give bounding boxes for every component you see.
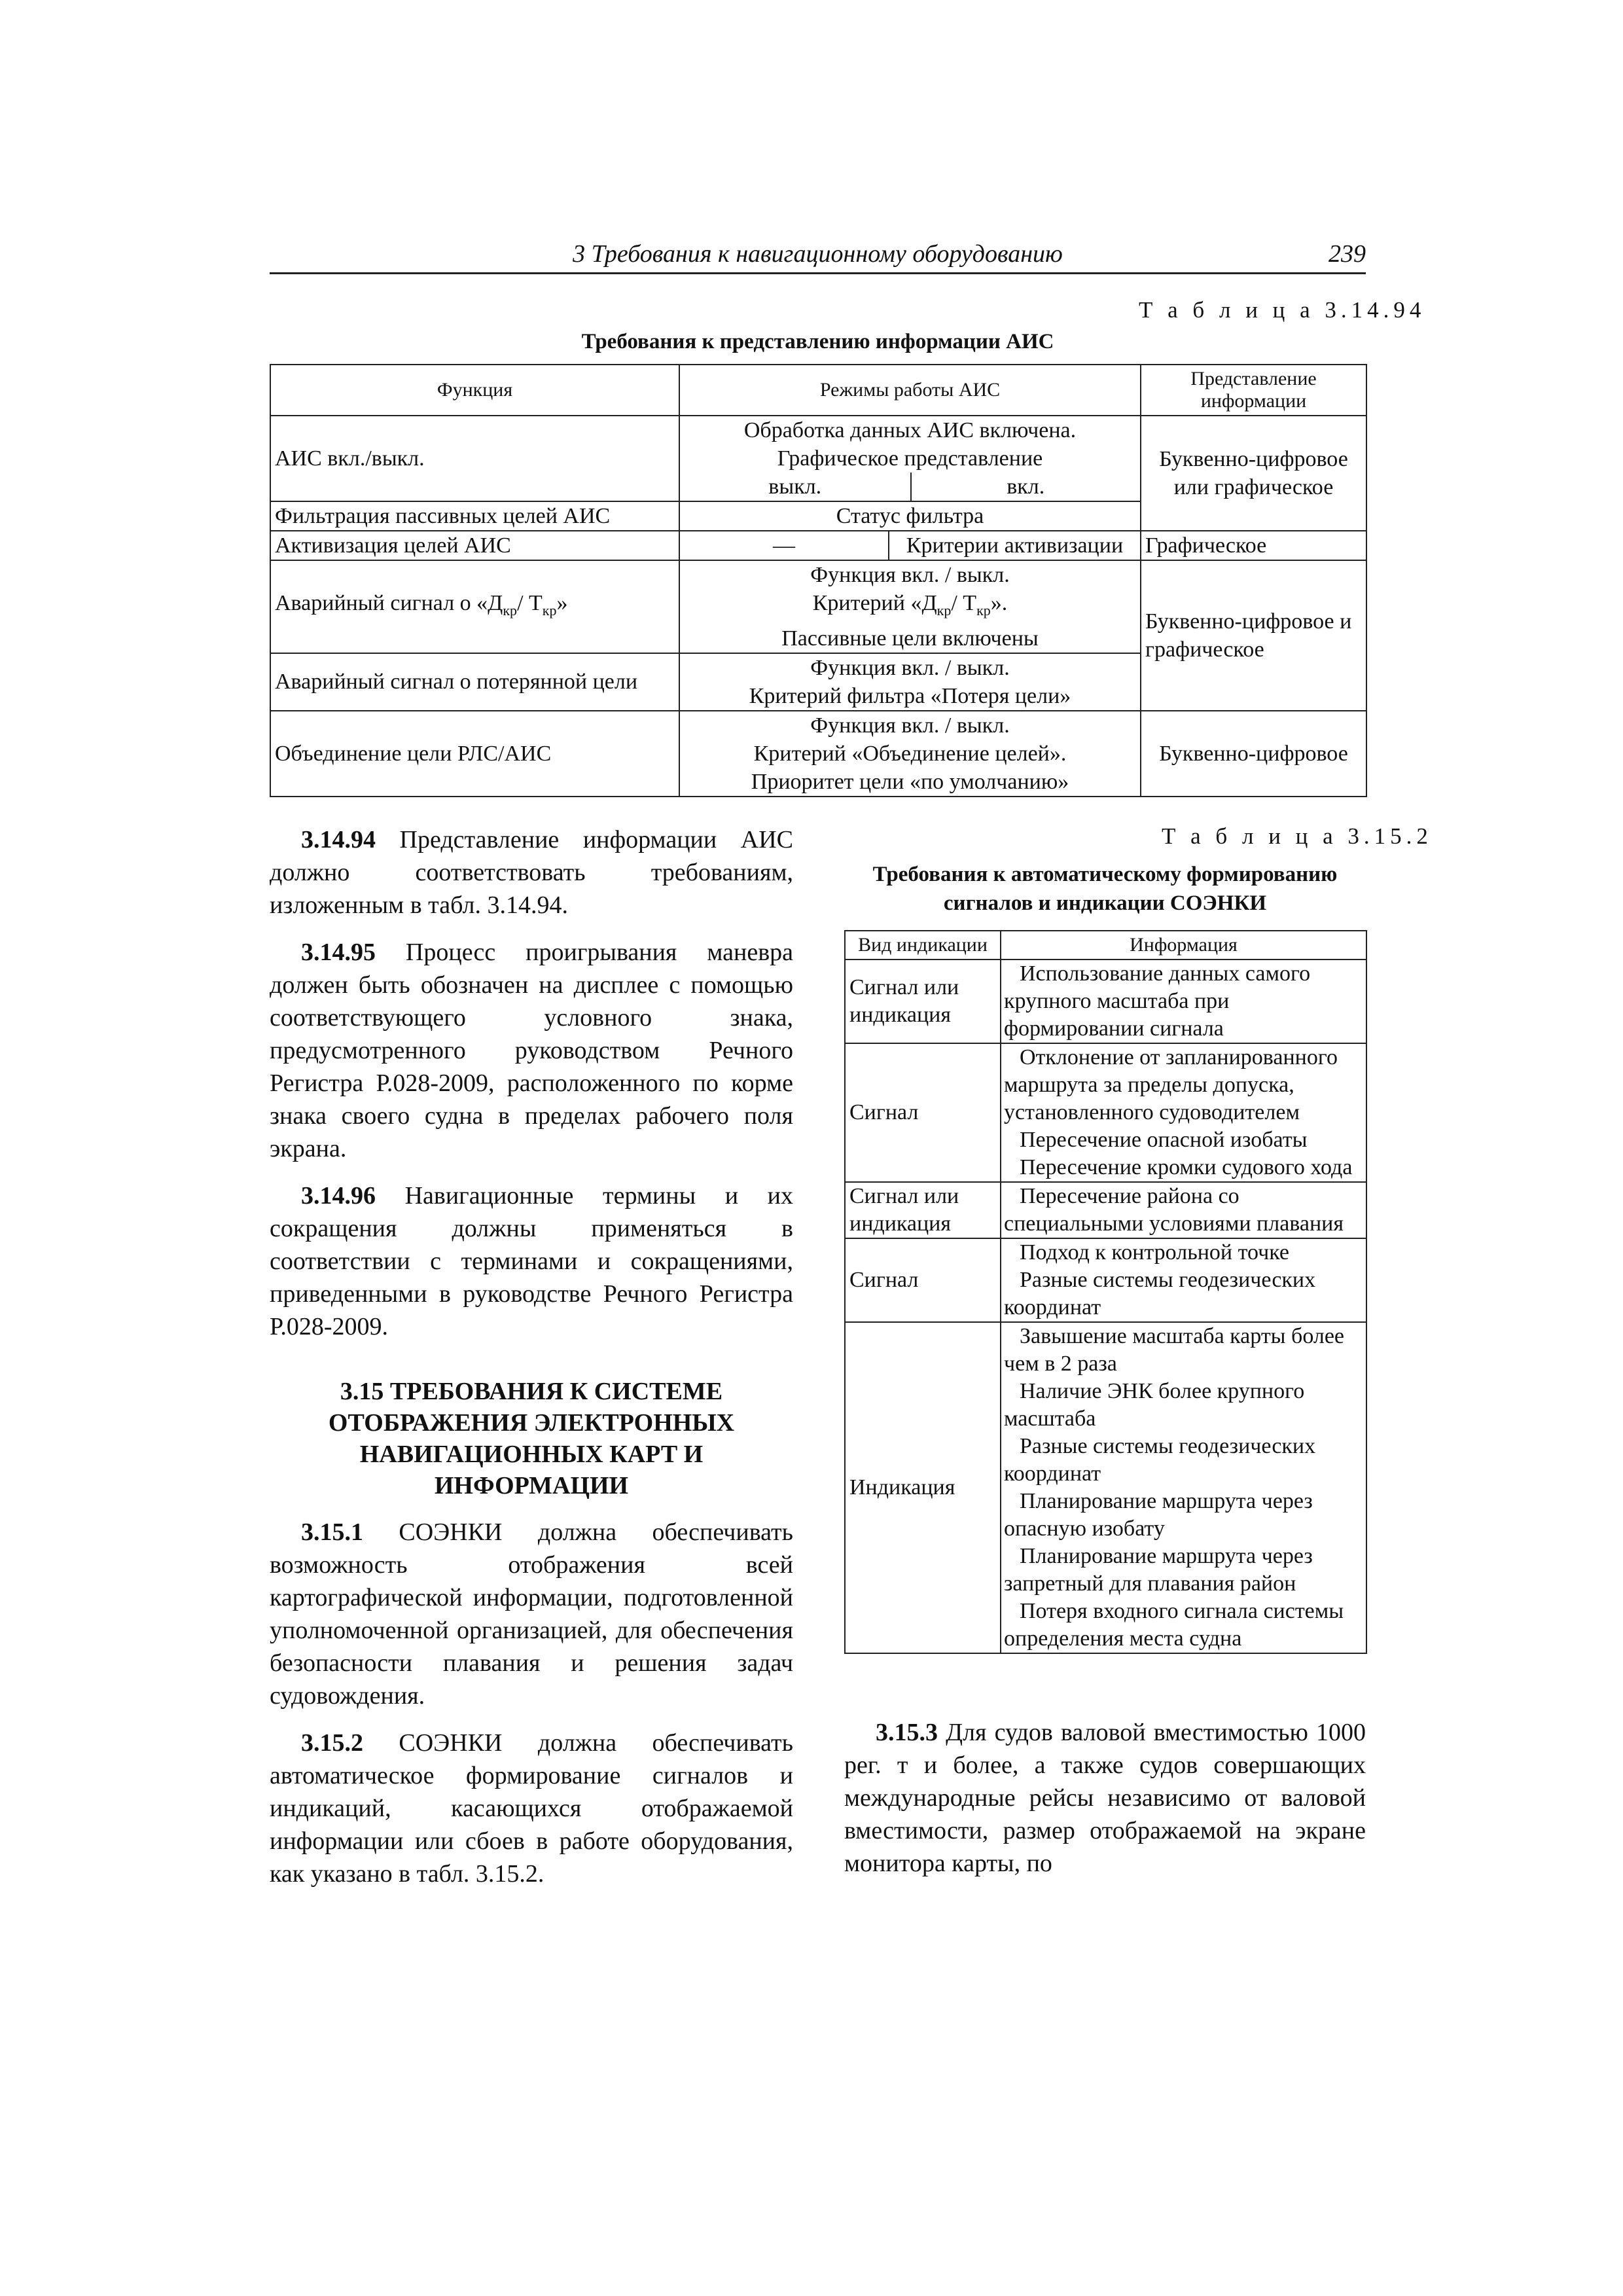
table1-r1-onoff: [680, 473, 1140, 501]
table1-r4-representation: Буквенно-цифровое и графическое: [1141, 560, 1366, 711]
table2-info-item: Пересечение кромки судового хода: [1020, 1155, 1353, 1179]
table2-info-item: Разные системы геодезических координат: [1004, 1434, 1316, 1486]
table2-kind: Сигнал: [845, 1043, 1001, 1182]
table2-info-item: Планирование маршрута через опасную изобату: [1004, 1489, 1313, 1541]
table1-r3-mode-a: —: [679, 531, 889, 560]
paragraph-text: СОЭНКИ должна обеспечивать возможность отображения всей картографической информации, подготовленной уполномоченной организацией, для обеспечения безопасности плавания и решения задач судовождения.: [270, 1518, 793, 1710]
table2-info-item: Использование данных самого крупного масштаба при формировании сигнала: [1004, 961, 1311, 1041]
table-row: [845, 1238, 1366, 1322]
table-row: [845, 1043, 1366, 1182]
table1-r4-crit-end: ».: [990, 591, 1008, 615]
table2-info-item: Завышение масштаба карты более чем в 2 раза: [1004, 1324, 1345, 1376]
table-row: [845, 1182, 1366, 1238]
table1-r1-mode-line2: Графическое представление: [777, 446, 1043, 471]
table1-header-function: Функция: [270, 365, 679, 416]
paragraph-text: Процесс проигрывания маневра должен быть обозначен на дисплее с помощью соответствующего условного знака, предусмотренного руководством Речного Регистра Р.028-2009, расположенного по корме знака своего судна в пределах рабочего поля экрана.: [270, 939, 793, 1162]
table1-r4-mode-line3: Пассивные цели включены: [781, 626, 1039, 651]
table1-header-representation: Представление информации: [1141, 365, 1366, 416]
table-row: [270, 711, 1366, 797]
table1-r4-func-mid: / Т: [517, 591, 543, 615]
table2: [844, 930, 1367, 1654]
table2-info: [1001, 960, 1366, 1043]
running-header: [270, 238, 1366, 274]
table2-info-item: Пересечение опасной изобаты: [1020, 1128, 1308, 1152]
table2-header-kind: Вид индикации: [845, 931, 1001, 960]
table1-r4-crit-mid: / Т: [951, 591, 977, 615]
table2-info: [1001, 1043, 1366, 1182]
table1-r4-crit-sub2: кр: [976, 601, 991, 619]
paragraph-3-14-95: [270, 936, 793, 1165]
paragraph-3-15-3: [844, 1716, 1366, 1880]
table1-caption: Требования к представлению информации АИС: [581, 330, 1054, 353]
clause-number: 3.15.1: [301, 1518, 363, 1546]
table1-r6-function: Объединение цели РЛС/АИС: [270, 711, 679, 797]
table1-r6-mode-line1: Функция вкл. / выкл.: [810, 713, 1010, 738]
clause-number: 3.14.96: [301, 1182, 376, 1210]
table2-info-item: Потеря входного сигнала системы определения места судна: [1004, 1599, 1344, 1651]
paragraph-3-14-96: [270, 1179, 793, 1343]
table2-info-item: Отклонение от запланированного маршрута за пределы допуска, установленного судоводителем: [1004, 1045, 1338, 1124]
table2-info-item: Пересечение района со специальными условиями плавания: [1004, 1184, 1344, 1236]
table2-kind: Сигнал или индикация: [845, 960, 1001, 1043]
table2-kind: Сигнал: [845, 1238, 1001, 1322]
table1-r4-func-text: Аварийный сигнал о «Д: [275, 591, 503, 615]
table-row: [845, 960, 1366, 1043]
table1-r4-func-sub1: кр: [503, 601, 518, 619]
paragraph-text: СОЭНКИ должна обеспечивать автоматическое формирование сигналов и индикаций, касающихся отображаемой информации или сбоев в работе оборудования, как указано в табл. 3.15.2.: [270, 1729, 793, 1888]
clause-number: 3.14.94: [301, 826, 376, 853]
table1-r4-function: [270, 560, 679, 653]
table1-r4-func-end: »: [556, 591, 568, 615]
table1-r6-mode-line2: Критерий «Объединение целей».: [753, 741, 1067, 766]
table1-r2-mode: Статус фильтра: [679, 501, 1141, 531]
table1-header-modes: Режимы работы АИС: [679, 365, 1141, 416]
table1-r4-mode: [679, 560, 1141, 653]
table1-r4-crit-text: Критерий «Д: [812, 591, 937, 615]
clause-number: 3.15.3: [876, 1719, 938, 1746]
right-column: [844, 1716, 1366, 1880]
table-row: [270, 416, 1366, 501]
table1-r4-mode-line2: [684, 589, 1136, 624]
table2-label: Т а б л и ц а 3.15.2: [1162, 823, 1433, 849]
table1-label: Т а б л и ц а 3.14.94: [1139, 297, 1426, 323]
table1-r6-representation: Буквенно-цифровое: [1141, 711, 1366, 797]
table2-caption: Требования к автоматическому формированию сигналов и индикации СОЭНКИ: [872, 863, 1338, 915]
table1-r3-representation: Графическое: [1141, 531, 1366, 560]
table-row: [270, 531, 1366, 560]
table1-r4-mode-line1: Функция вкл. / выкл.: [810, 563, 1010, 587]
table1: [270, 364, 1367, 797]
table1-r5-mode: [679, 653, 1141, 711]
paragraph-text: Для судов валовой вместимостью 1000 рег. т и более, а также судов совершающих международные рейсы независимо от валовой вместимости, размер отображаемой на экране монитора карты, по: [844, 1719, 1366, 1877]
table1-r5-mode-line2: Критерий фильтра «Потеря цели»: [749, 683, 1071, 708]
table2-info-item: Планирование маршрута через запретный для плавания район: [1004, 1544, 1313, 1596]
paragraph-3-14-94: [270, 823, 793, 922]
table2-info: [1001, 1238, 1366, 1322]
table1-r3-mode-b: Критерии активизации: [889, 531, 1141, 560]
table2-info-item: Наличие ЭНК более крупного масштаба: [1004, 1379, 1305, 1431]
table1-r1-mode-on: вкл.: [1007, 475, 1045, 499]
section-heading: 3.15 ТРЕБОВАНИЯ К СИСТЕМЕ ОТОБРАЖЕНИЯ ЭЛЕКТРОННЫХ НАВИГАЦИОННЫХ КАРТ И ИНФОРМАЦИИ: [328, 1378, 735, 1499]
table1-r1-mode-off: выкл.: [680, 473, 911, 501]
table-row: [270, 560, 1366, 653]
table2-kind: Сигнал или индикация: [845, 1182, 1001, 1238]
table1-r5-function: Аварийный сигнал о потерянной цели: [270, 653, 679, 711]
table1-r6-mode: [679, 711, 1141, 797]
paragraph-text: Навигационные термины и их сокращения должны применяться в соответствии с терминами и сокращениями, приведенными в руководстве Речного Регистра Р.028-2009.: [270, 1182, 793, 1340]
table1-r5-mode-line1: Функция вкл. / выкл.: [810, 655, 1010, 680]
table1-r1-mode-line1: Обработка данных АИС включена.: [743, 418, 1077, 442]
table2-info-item: Подход к контрольной точке: [1020, 1240, 1289, 1265]
table1-r3-function: Активизация целей АИС: [270, 531, 679, 560]
table-row: [845, 1322, 1366, 1653]
paragraph-text: Представление информации АИС должно соответствовать требованиям, изложенным в табл. 3.14.94.: [270, 826, 793, 919]
table2-header-info: Информация: [1001, 931, 1366, 960]
clause-number: 3.14.95: [301, 939, 376, 966]
table1-r1-representation: Буквенно-цифровое или графическое: [1141, 416, 1366, 531]
table1-r6-mode-line3: Приоритет цели «по умолчанию»: [751, 769, 1069, 794]
table1-r2-function: Фильтрация пассивных целей АИС: [270, 501, 679, 531]
table2-info: [1001, 1322, 1366, 1653]
running-title: 3 Требования к навигационному оборудованию: [573, 240, 1063, 268]
paragraph-3-15-1: [270, 1516, 793, 1712]
table2-info-item: Разные системы геодезических координат: [1004, 1268, 1316, 1319]
table1-r4-func-sub2: кр: [542, 601, 557, 619]
left-column: [270, 823, 793, 1890]
table2-info: [1001, 1182, 1366, 1238]
table1-r1-function: АИС вкл./выкл.: [270, 416, 679, 501]
paragraph-3-15-2: [270, 1727, 793, 1890]
clause-number: 3.15.2: [301, 1729, 363, 1757]
table1-r4-crit-sub1: кр: [936, 601, 952, 619]
page-number: 239: [1329, 240, 1366, 268]
table1-r1-mode: [679, 416, 1141, 501]
table2-kind: Индикация: [845, 1322, 1001, 1653]
